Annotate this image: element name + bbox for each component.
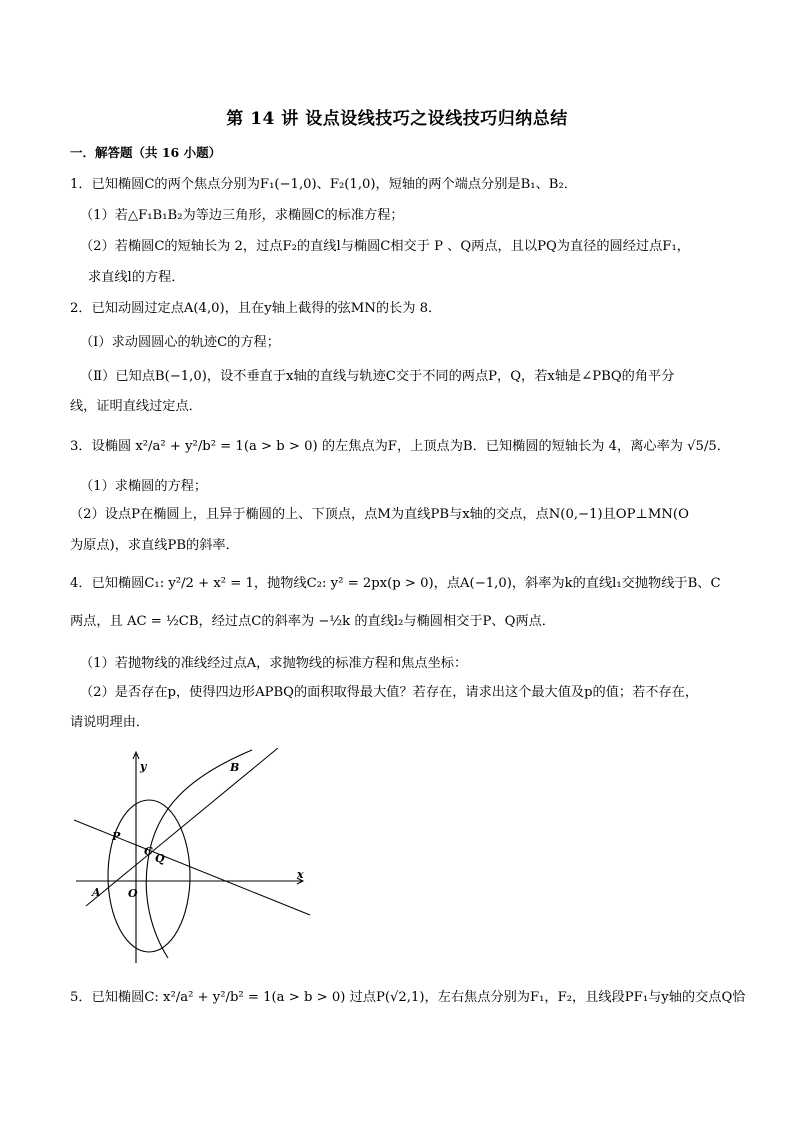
problem-4-part-2-cont: 请说明理由． — [70, 715, 150, 730]
problem-3-part-2-cont: 为原点)，求直线PB的斜率． — [70, 538, 239, 553]
problem-4-part-1: （1）若抛物线的准线经过点A，求抛物线的标准方程和焦点坐标： — [80, 656, 468, 671]
problem-2-part-2: （Ⅱ）已知点B(−1,0)，设不垂直于x轴的直线与轨迹C交于不同的两点P，Q，若x轴是∠PBQ的角平分 — [80, 369, 675, 384]
problem-3-part-1: （1）求椭圆的方程； — [80, 479, 208, 494]
ellipse-c1 — [108, 800, 190, 952]
problem-2-part-2-cont: 线，证明直线过定点． — [70, 399, 202, 414]
label-y: y — [140, 760, 147, 773]
problem-1-stem: 1．已知椭圆C的两个焦点分别为F₁(−1,0)、F₂(1,0)，短轴的两个端点分别是B₁、B₂． — [70, 177, 577, 192]
page-title: 第 14 讲 设点设线技巧之设线技巧归纳总结 — [226, 109, 568, 129]
label-o: O — [128, 887, 138, 900]
label-p: P — [112, 830, 121, 843]
problem-4-figure — [70, 748, 320, 968]
problem-5-stem: 5．已知椭圆C: x²/a² + y²/b² = 1(a > b > 0) 过点P(√2,1)，左右焦点分别为F₁，F₂，且线段PF₁与y轴的交点Q恰 — [70, 990, 746, 1005]
problem-4-stem-cont: 两点，且 AC = ½CB，经过点C的斜率为 −½k 的直线l₂与椭圆相交于P、Q两点． — [70, 614, 555, 629]
problem-3-part-2: （2）设点P在椭圆上，且异于椭圆的上、下顶点，点M为直线PB与x轴的交点，点N(0,−1)且OP⊥MN(O — [70, 507, 689, 522]
label-q: Q — [155, 852, 165, 865]
problem-1-part-2: （2）若椭圆C的短轴长为 2，过点F₂的直线l与椭圆C相交于 P 、Q两点，且以PQ为直径的圆经过点F₁， — [80, 239, 690, 254]
label-x: x — [297, 868, 304, 881]
label-c: C — [144, 845, 153, 858]
line-l1 — [86, 748, 278, 906]
problem-4-part-2: （2）是否存在p，使得四边形APBQ的面积取得最大值？若存在，请求出这个最大值及p的值；若不存在， — [80, 685, 699, 700]
problem-1-part-1: （1）若△F₁B₁B₂为等边三角形，求椭圆C的标准方程； — [80, 208, 404, 223]
label-b: B — [230, 761, 240, 774]
problem-1-part-2-cont: 求直线l的方程． — [88, 270, 185, 285]
section-heading: 一．解答题（共 16 小题） — [70, 145, 222, 160]
problem-2-part-1: （Ⅰ）求动圆圆心的轨迹C的方程； — [80, 335, 280, 350]
line-l2 — [74, 820, 310, 915]
problem-2-stem: 2．已知动圆过定点A(4,0)，且在y轴上截得的弦MN的长为 8． — [70, 301, 442, 316]
problem-3-stem: 3．设椭圆 x²/a² + y²/b² = 1(a > b > 0) 的左焦点为F，上顶点为B．已知椭圆的短轴长为 4，离心率为 √5/5． — [70, 439, 730, 454]
problem-4-stem: 4．已知椭圆C₁: y²/2 + x² = 1，抛物线C₂: y² = 2px(p > 0)，点A(−1,0)，斜率为k的直线l₁交抛物线于B、C — [70, 576, 721, 591]
label-a: A — [92, 886, 101, 899]
